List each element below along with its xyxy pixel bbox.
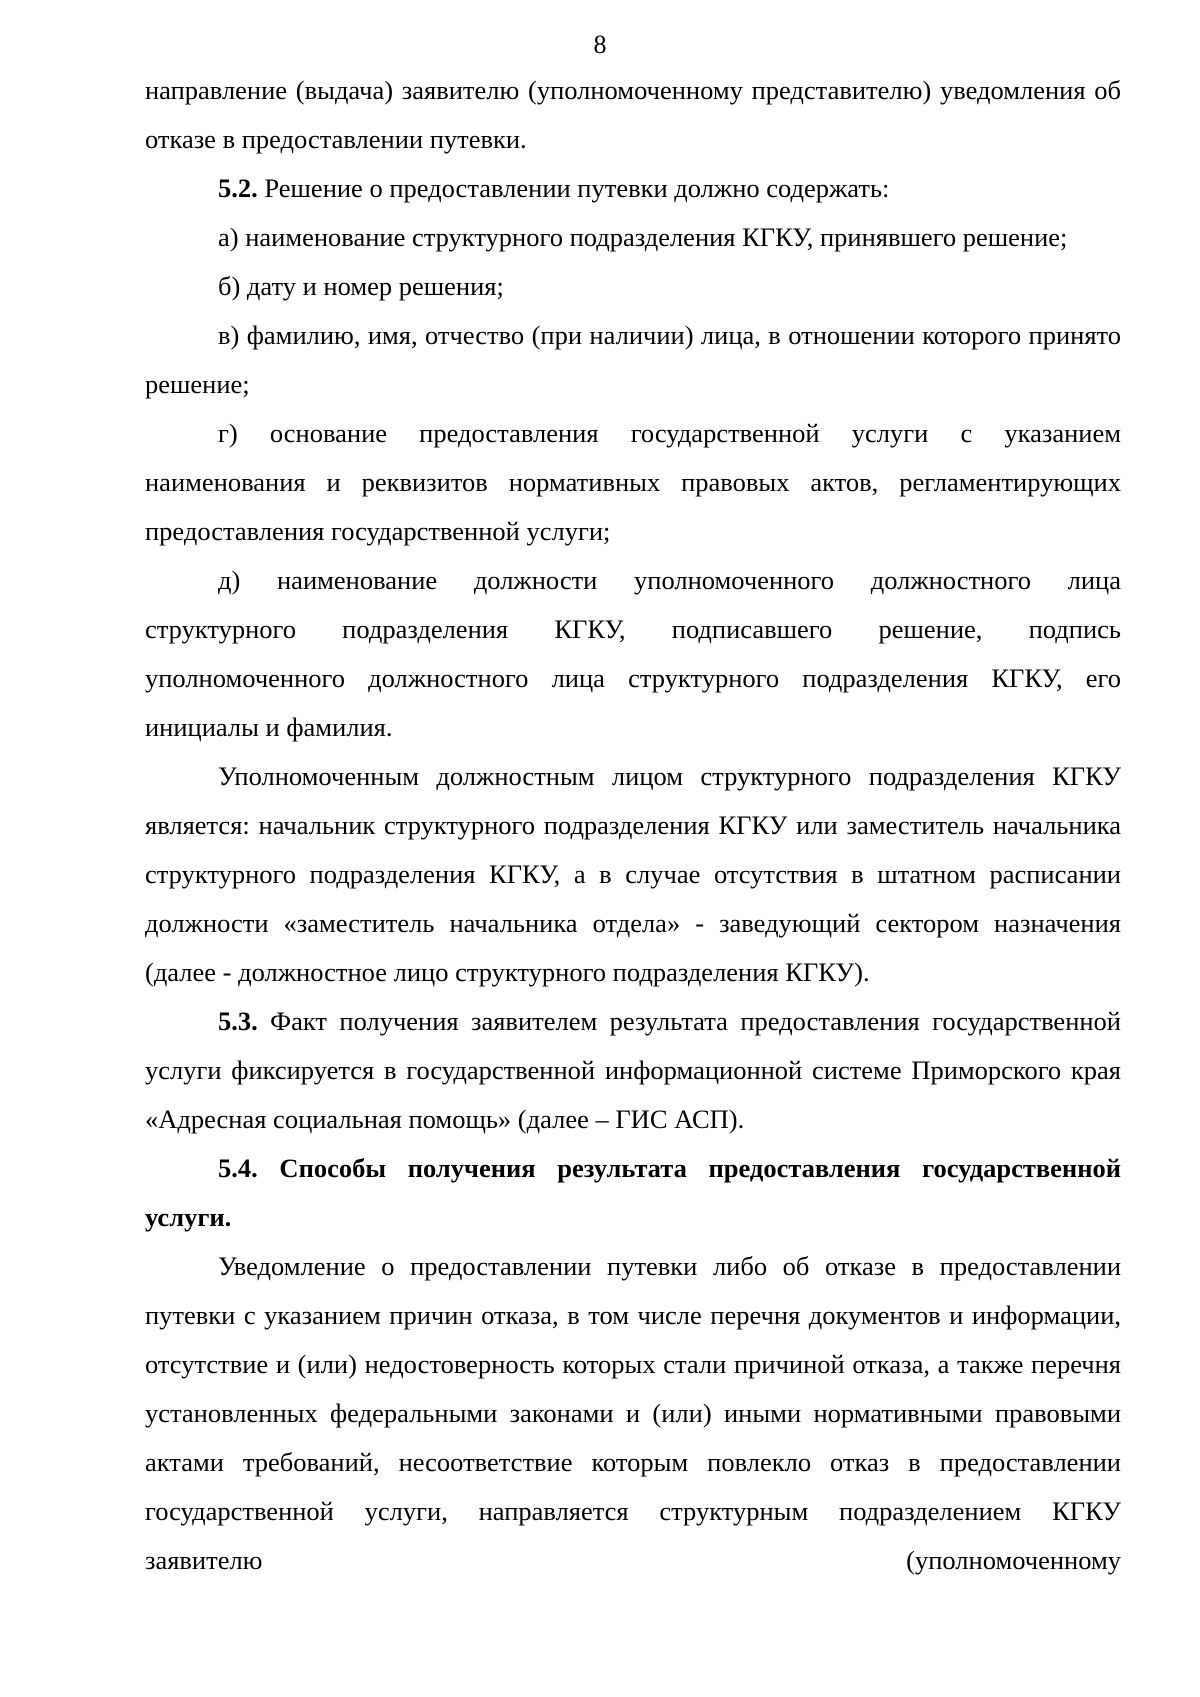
paragraph-text: Факт получения заявителем результата предоставления государственной услуги фиксируется в государственной информационной системе Приморского края «Адресная социальная помощь» (далее – ГИС АСП). (145, 1006, 1121, 1134)
paragraph-text: направление (выдача) заявителю (уполномоченному представителю) уведомления об отказе в предоставлении путевки. (145, 75, 1121, 154)
document-body (145, 66, 1121, 1585)
page-number: 8 (593, 30, 607, 59)
list-item-a (145, 213, 1121, 262)
paragraph-notification (145, 1242, 1121, 1585)
paragraph-text: б) дату и номер решения; (218, 271, 504, 301)
paragraph-text: Уведомление о предоставлении путевки либо об отказе в предоставлении путевки с указанием причин отказа, в том числе перечня документов и информации, отсутствие и (или) недостоверность которых стали причиной отказа, а также перечня установленных федеральными законами и (или) иными нормативными правовыми актами требований, несоответствие которым повлекло отказ в предоставлении государственной услуги, направляется структурным подразделением КГКУ заявителю (уполномоченному (145, 1251, 1121, 1575)
paragraph-text: в) фамилию, имя, отчество (при наличии) лица, в отношении которого принято решение; (145, 320, 1121, 399)
list-item-v (145, 311, 1121, 409)
heading-text: 5.4. Способы получения результата предоставления государственной услуги. (145, 1153, 1121, 1232)
paragraph-text: д) наименование должности уполномоченного должностного лица структурного подразделения КГКУ, подписавшего решение, подпись уполномоченного должностного лица структурного подразделения КГКУ, его инициалы и фамилия. (145, 565, 1121, 742)
paragraph-5-2 (145, 164, 1121, 213)
paragraph-text: Решение о предоставлении путевки должно содержать: (257, 173, 890, 203)
list-item-b (145, 262, 1121, 311)
paragraph-text: Уполномоченным должностным лицом структурного подразделения КГКУ является: начальник структурного подразделения КГКУ или заместитель начальника структурного подразделения КГКУ, а в случае отсутствия в штатном расписании должности «заместитель начальника отдела» - заведующий сектором назначения (далее - должностное лицо структурного подразделения КГКУ). (145, 761, 1121, 987)
clause-number: 5.2. (218, 173, 258, 203)
list-item-d (145, 556, 1121, 752)
paragraph-text: г) основание предоставления государственной услуги с указанием наименования и реквизитов нормативных правовых актов, регламентирующих предоставления государственной услуги; (145, 418, 1121, 546)
list-item-g (145, 409, 1121, 556)
paragraph-authorized-person (145, 752, 1121, 997)
paragraph-continuation (145, 66, 1121, 164)
paragraph-5-3 (145, 997, 1121, 1144)
paragraph-text: а) наименование структурного подразделения КГКУ, принявшего решение; (218, 222, 1068, 252)
section-heading-5-4 (145, 1144, 1121, 1242)
clause-number: 5.3. (218, 1006, 258, 1036)
